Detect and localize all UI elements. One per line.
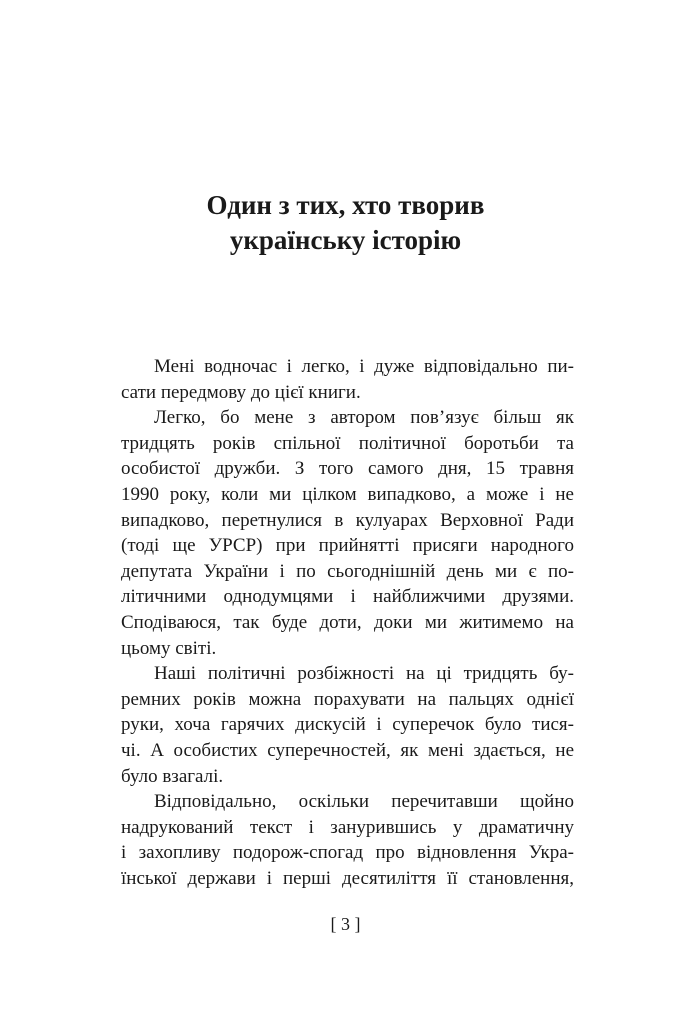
page-number: [ 3 ] xyxy=(330,914,361,934)
text-line: тридцять років спільної політичної боротьби та xyxy=(121,432,574,454)
text-line: сати передмову до цієї книги. xyxy=(121,381,361,403)
text-line: Легко, бо мене з автором пов’язує більш як xyxy=(154,407,574,429)
text-line: було взагалі. xyxy=(121,765,224,787)
text-line: (тоді ще УРСР) при прийнятті присяги народного xyxy=(121,535,574,557)
text-line: їнської держави і перші десятиліття її становлення, xyxy=(121,867,574,889)
text-line: чі. А особистих суперечностей, як мені здається, не xyxy=(121,739,574,761)
chapter-title xyxy=(0,188,691,258)
text-line: ремних років можна порахувати на пальцях однієї xyxy=(121,688,574,710)
text-line: цьому світі. xyxy=(121,637,217,659)
text-line: випадково, перетнулися в кулуарах Верховної Ради xyxy=(121,509,574,531)
text-line: літичними однодумцями і найближчими друзями. xyxy=(121,586,574,608)
text-line: руки, хоча гарячих дискусій і суперечок було тися- xyxy=(121,714,574,736)
text-line: надрукований текст і занурившись у драматичну xyxy=(121,816,574,838)
text-line: особистої дружби. З того самого дня, 15 травня xyxy=(121,458,574,480)
text-line: депутата України і по сьогоднішній день ми є по- xyxy=(121,560,574,582)
text-line: 1990 року, коли ми цілком випадково, а може і не xyxy=(121,483,574,505)
chapter-title-line-1: Один з тих, хто творив xyxy=(206,190,485,220)
text-line: Сподіваюся, так буде доти, доки ми житимемо на xyxy=(121,611,574,633)
text-line: Наші політичні розбіжності на ці тридцять бу- xyxy=(154,663,574,685)
text-line: Відповідально, оскільки перечитавши щойно xyxy=(154,791,574,813)
chapter-title-line-2: українську історію xyxy=(229,225,462,255)
text-line: і захопливу подорож-спогад про відновлення Укра- xyxy=(121,842,574,864)
text-line: Мені водночас і легко, і дуже відповідально пи- xyxy=(154,356,574,377)
body-text xyxy=(121,354,574,891)
